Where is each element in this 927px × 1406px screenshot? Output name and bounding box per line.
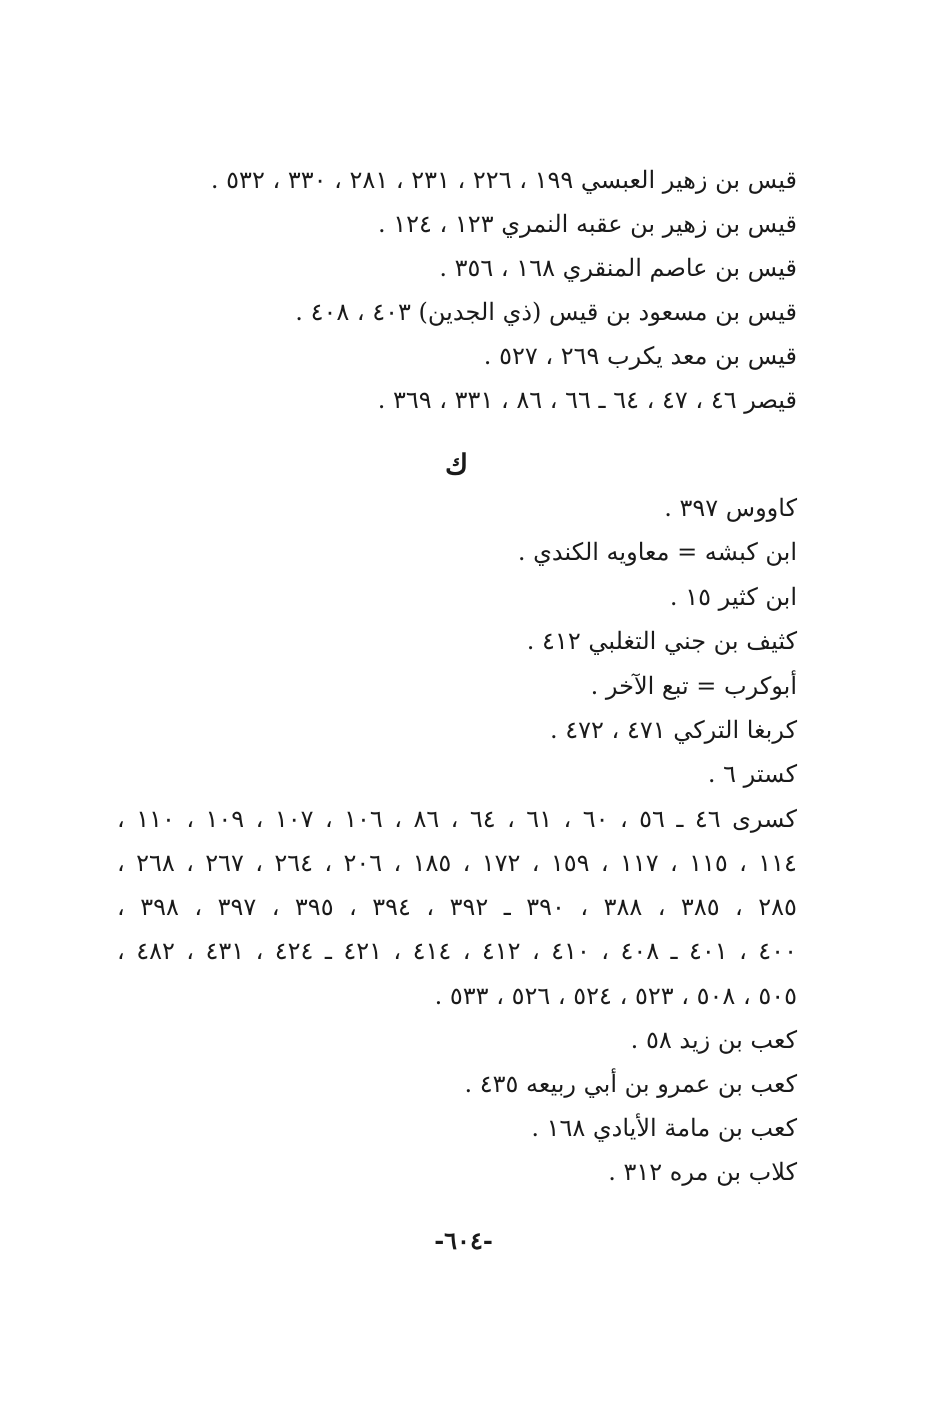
index-entry: كستر ٦ . — [707, 760, 797, 788]
index-entry: قيس بن عاصم المنقري ١٦٨ ، ٣٥٦ . — [439, 254, 797, 282]
index-entry: قيصر ٤٦ ، ٤٧ ، ٦٤ ـ ٦٦ ، ٨٦ ، ٣٣١ ، ٣٦٩ . — [377, 386, 797, 414]
index-entry: كعب بن عمرو بن أبي ربيعه ٤٣٥ . — [464, 1070, 797, 1098]
index-entry: كعب بن مامة الأيادي ١٦٨ . — [531, 1114, 797, 1142]
index-entry-kisra-line: ١١٤ ، ١١٥ ، ١١٧ ، ١٥٩ ، ١٧٢ ، ١٨٥ ، ٢٠٦ ، ٢٦٤ ، ٢٦٧ ، ٢٦٨ ، — [117, 849, 797, 877]
index-entry: قيس بن معد يكرب ٢٦٩ ، ٥٢٧ . — [483, 342, 797, 370]
section-letter: ك — [445, 448, 469, 481]
index-entry-kisra-line: ٤٠٠ ، ٤٠١ ـ ٤٠٨ ، ٤١٠ ، ٤١٢ ، ٤١٤ ، ٤٢١ ـ ٤٢٤ ، ٤٣١ ، ٤٨٢ ، — [117, 937, 797, 965]
index-entry: قيس بن مسعود بن قيس (ذي الجدين) ٤٠٣ ، ٤٠٨ . — [295, 298, 797, 326]
index-entry: قيس بن زهير العبسي ١٩٩ ، ٢٢٦ ، ٢٣١ ، ٢٨١ ، ٣٣٠ ، ٥٣٢ . — [210, 166, 797, 194]
index-entry: ابن كثير ١٥ . — [669, 583, 797, 611]
index-entry: كاووس ٣٩٧ . — [664, 494, 797, 522]
index-entry: كثيف بن جني التغلبي ٤١٢ . — [526, 627, 797, 655]
index-entry: ابن كبشه = معاويه الكندي . — [517, 538, 797, 566]
page-number: -٦٠٤- — [434, 1226, 493, 1255]
index-entry: أبوكرب = تبع الآخر . — [590, 672, 797, 700]
index-entry-kisra-line: كسرى ٤٦ ـ ٥٦ ، ٦٠ ، ٦١ ، ٦٤ ، ٨٦ ، ١٠٦ ، ١٠٧ ، ١٠٩ ، ١١٠ ، — [117, 805, 797, 833]
index-entry: كربغا التركي ٤٧١ ، ٤٧٢ . — [549, 716, 797, 744]
index-entry-kisra-line: ٥٠٥ ، ٥٠٨ ، ٥٢٣ ، ٥٢٤ ، ٥٢٦ ، ٥٣٣ . — [434, 982, 797, 1010]
index-entry: كعب بن زيد ٥٨ . — [630, 1026, 797, 1054]
index-entry-kisra-line: ٢٨٥ ، ٣٨٥ ، ٣٨٨ ، ٣٩٠ ـ ٣٩٢ ، ٣٩٤ ، ٣٩٥ ، ٣٩٧ ، ٣٩٨ ، — [117, 893, 797, 921]
index-entry: كلاب بن مره ٣١٢ . — [608, 1158, 797, 1186]
index-entry: قيس بن زهير بن عقبه النمري ١٢٣ ، ١٢٤ . — [377, 210, 797, 238]
